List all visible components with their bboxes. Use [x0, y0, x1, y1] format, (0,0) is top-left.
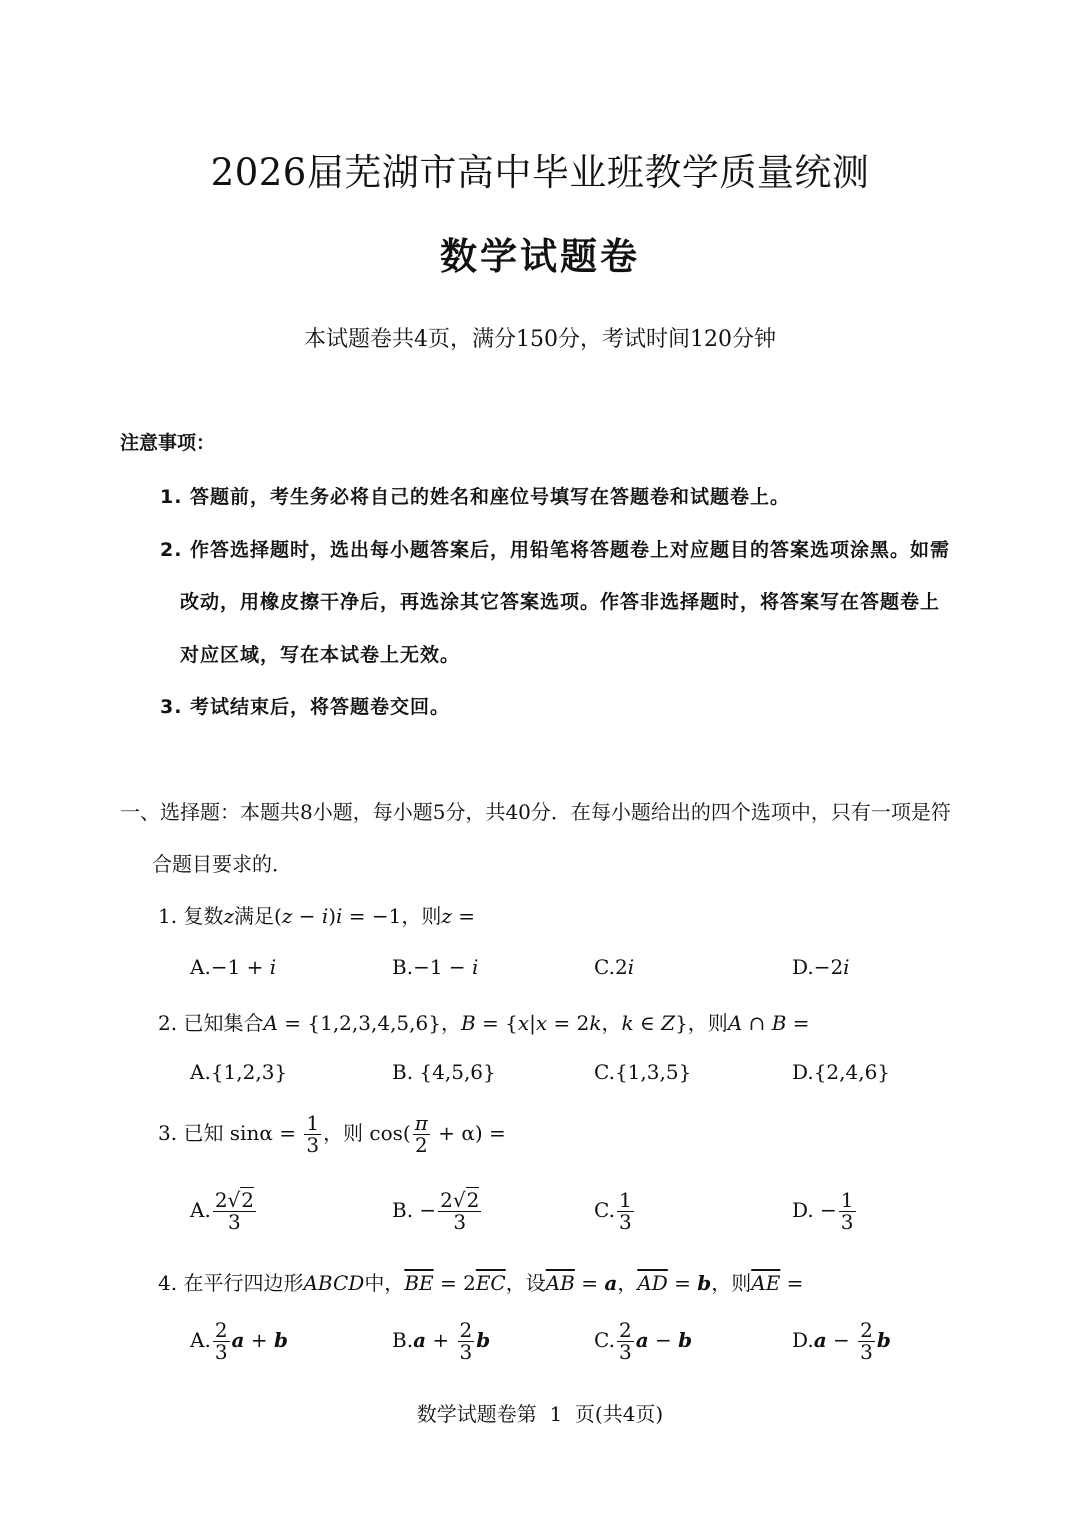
q3-option-b: B. − $\frac{2√2}{3}$: [392, 1188, 480, 1234]
question-2-stem: 2. 已知集合A = {1,2,3,4,5,6}，B = {x|x = 2k，k ∈ Z}，则A ∩ B =: [158, 1011, 810, 1035]
q1-option-c: C.2i: [594, 955, 635, 979]
fraction: $\frac{2}{3}$: [860, 1318, 873, 1364]
q2-option-b: B. {4,5,6}: [392, 1060, 496, 1084]
notice-item-1: 1. 答题前，考生务必将自己的姓名和座位号填写在答题卷和试题卷上。: [160, 486, 791, 508]
q4-option-c: C. $\frac{2}{3}$ a − b: [594, 1318, 693, 1364]
fraction: $\frac{1}{3}$: [618, 1188, 632, 1234]
q3-option-d: D. − $\frac{1}{3}$: [792, 1188, 854, 1234]
fraction: $\frac{2}{3}$: [618, 1318, 632, 1364]
q3-option-a: A. $\frac{2√2}{3}$: [190, 1188, 255, 1234]
page-footer: 数学试题卷第 1 页(共4页): [416, 1402, 664, 1426]
notice-item-3: 3. 考试结束后，将答题卷交回。: [160, 696, 451, 718]
sqrt-icon: √: [452, 1188, 466, 1212]
sqrt-icon: √: [227, 1188, 241, 1212]
fraction: $\frac{2√2}{3}$: [214, 1188, 255, 1234]
fraction: $\frac{2}{3}$: [214, 1318, 228, 1364]
question-1-stem: 1. 复数z满足(z − i)i = −1，则z =: [158, 904, 476, 928]
q2-option-d: D.{2,4,6}: [792, 1060, 891, 1084]
notice-item-2-line-1: 2. 作答选择题时，选出每小题答案后，用铅笔将答题卷上对应题目的答案选项涂黑。如需: [160, 539, 951, 561]
q1-option-b: B.−1 − i: [392, 955, 479, 979]
exam-info: 本试题卷共4页，满分150分，考试时间120分钟: [304, 327, 776, 352]
fraction: $\frac{1}{3}$: [840, 1188, 854, 1234]
notice-item-2-line-3: 对应区域，写在本试卷上无效。: [180, 644, 461, 666]
section-1-heading: 一、选择题：本题共8小题，每小题5分，共40分．在每小题给出的四个选项中，只有一项是符: [120, 800, 951, 824]
q1-option-a: A.−1 + i: [190, 955, 277, 979]
exam-title: 2026届芜湖市高中毕业班教学质量统测: [210, 151, 870, 194]
q4-option-d: D.a − $\frac{2}{3}$ b: [792, 1318, 891, 1364]
q3-option-c: C. $\frac{1}{3}$: [594, 1188, 632, 1234]
q4-option-b: B.a + $\frac{2}{3}$ b: [392, 1318, 491, 1364]
fraction: $\frac{2}{3}$: [459, 1318, 473, 1364]
q2-option-c: C.{1,3,5}: [594, 1060, 692, 1084]
section-1-heading-cont: 合题目要求的．: [152, 852, 292, 876]
fraction: $\frac{2√2}{3}$: [440, 1188, 480, 1234]
fraction: $\frac{1}{3}$: [306, 1111, 320, 1157]
exam-subtitle: 数学试题卷: [440, 235, 640, 278]
q4-option-a: A. $\frac{2}{3}$ a + b: [190, 1318, 288, 1364]
q2-option-a: A.{1,2,3}: [190, 1060, 288, 1084]
question-3-stem: 3. 已知 sinα = $\frac{1}{3}$ ，则 cos( $\frac{\pi}{2}$ + α) =: [158, 1111, 506, 1157]
notice-item-2-line-2: 改动，用橡皮擦干净后，再选涂其它答案选项。作答非选择题时，将答案写在答题卷上: [180, 591, 941, 613]
question-4-stem: 4. 在平行四边形ABCD中，$\overline{BE} = 2\overline{EC}$，设$\overline{AB} = a$，$\overline{AD} = b$，则$\overline{AE}$ =: [158, 1271, 804, 1295]
notice-heading: 注意事项：: [120, 432, 216, 454]
q1-option-d: D.−2i: [792, 955, 850, 979]
fraction: $\frac{\pi}{2}$: [414, 1111, 428, 1157]
